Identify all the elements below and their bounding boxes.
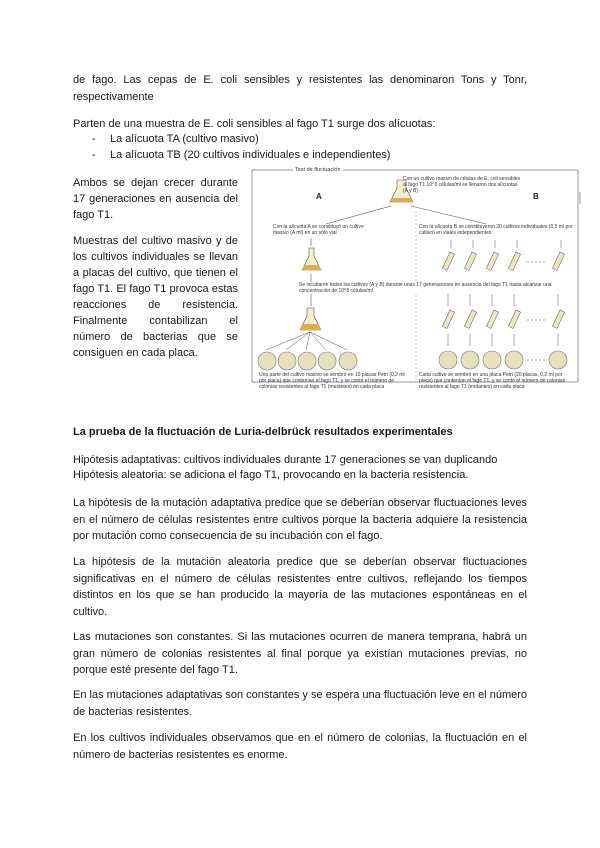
culture-tube — [464, 310, 476, 328]
figure-label-b: B — [533, 192, 539, 201]
petri-plate — [461, 351, 479, 369]
paragraph-17-generaciones: Ambos se dejan crecer durante 17 generaciones en ausencia del fago T1. — [73, 177, 238, 221]
arrow-to-a — [326, 206, 391, 224]
figure-right-caption: Con la alícuota B se constituyeron 20 cultivos individuales (0,5 ml por cultivo) en viales independientes — [419, 224, 573, 236]
figure-top-caption: Con un cultivo masivo de células de E. coli sensibles al fago T1 10^3 células/ml se llenaron dos alícuotas (A y B) — [403, 176, 521, 194]
culture-tube — [442, 252, 454, 270]
top-flask-liquid — [390, 198, 413, 202]
bullet-item-ta — [92, 131, 259, 147]
petri-plate — [339, 352, 357, 370]
culture-tube — [464, 252, 476, 270]
petri-plate — [549, 351, 567, 369]
fluctuation-diagram — [251, 166, 581, 383]
culture-tube — [552, 310, 564, 328]
bullet-dash: - — [92, 133, 96, 145]
petri-plate — [278, 352, 296, 370]
culture-tube — [442, 310, 454, 328]
paragraph-fago-cepas: de fago. Las cepas de E. coli sensibles y resistentes las denominaron Tons y Tonr, respectivamente — [73, 74, 527, 103]
right-plates — [439, 351, 567, 369]
paragraph-alicuotas-intro: Parten de una muestra de E. coli sensibles al fago T1 surge dos alícuotas: — [73, 118, 436, 130]
tubes-row-2 — [442, 294, 564, 346]
fluctuation-test-figure — [251, 166, 581, 390]
culture-tube — [486, 252, 498, 270]
figure-middle-caption: Se incubaron todos los cultivos (A y B) durante unas 17 generaciones en ausencia del fago T1 hasta alcanzar una concentración de 10^8 células/ml — [299, 282, 574, 294]
petri-plate — [483, 351, 501, 369]
petri-plate — [505, 351, 523, 369]
paragraph-mutaciones-adaptativas: En las mutaciones adaptativas son constantes y se espera una fluctuación leve en el número de bacterias resistentes. — [73, 689, 527, 718]
paragraph-mutacion-adaptativa: La hipótesis de la mutación adaptativa predice que se deberían observar fluctuaciones leves en el número de células resistentes entre cultivos porque la bacteria adquiere la resistencia por mutación como consecuencia de su incubación con el fago. — [73, 497, 527, 542]
petri-plate — [318, 352, 336, 370]
petri-plate — [298, 352, 316, 370]
figure-label-a: A — [316, 192, 322, 201]
paragraph-hipotesis-adaptativas: Hipótesis adaptativas: cultivos individuales durante 17 generaciones se van duplicando — [73, 454, 498, 466]
culture-tube — [508, 310, 520, 328]
figure-left-caption: Con la alícuota A se constituyó un cultivo masivo (A ml) en un sólo vial — [273, 224, 364, 236]
culture-tube — [552, 252, 564, 270]
arrow-to-b — [411, 206, 486, 224]
petri-plate — [258, 352, 276, 370]
paragraph-mutaciones-constantes: Las mutaciones son constantes. Si las mutaciones ocurren de manera temprana, habrá un gran número de colonias resistentes al final porque ya existían mutaciones previas, no porque esté presente del fago T1. — [73, 631, 527, 676]
paragraph-hipotesis-aleatoria: Hipótesis aleatoria: se adiciona el fago T1, provocando en la bacteria resistencia. — [73, 469, 469, 481]
paragraph-mutacion-aleatoria: La hipótesis de la mutación aleatoria predice que se deberían observar fluctuaciones significativas en el número de células resistentes entre cultivos, reflejando los tiempos distintos en los que se han producido la mayoría de las mutaciones espontáneas en el cultivo. — [73, 556, 527, 618]
figure-bottom-left-caption: Una parte del cultivo masivo se sembró en 10 placas Petri (0,2 ml por placa) que contenían el fago T1, y se contó el número de colonias resistentes al fago T1 (mutantes) en cada placa — [259, 372, 405, 390]
left-plates — [258, 352, 357, 370]
section-heading: La prueba de la fluctuación de Luria-delbrück resultados experimentales — [73, 426, 453, 438]
paragraph-cultivos-individuales: En los cultivos individuales observamos que en el número de colonias, la fluctuación en el número de bacterias resistentes es enorme. — [73, 732, 527, 761]
figure-frame — [252, 170, 578, 382]
figure-bottom-right-caption: Cada cultivo se sembró en una placa Petri (20 placas, 0,2 ml por placa) que contenían el fago T1, y se contó el número de colonias resistentes al fago T1 (mutantes) en cada placa — [419, 372, 566, 390]
petri-plate — [439, 351, 457, 369]
bullet-item-tb — [92, 147, 390, 163]
left-fan — [266, 332, 347, 350]
figure-title: Test de fluctuación — [295, 167, 341, 173]
culture-tube — [486, 310, 498, 328]
bullet-dash: - — [92, 149, 96, 161]
paragraph-muestras-cultivo: Muestras del cultivo masivo y de los cultivos individuales se llevan a placas del cultivo, que tienen el fago T1. El fago T1 provoca estas reacciones de resistencia. Finalmente contabilizan el número de bacterias que se consiguen en cada placa. — [73, 235, 238, 359]
bullet-text: La alícuota TA (cultivo masivo) — [110, 133, 259, 145]
culture-tube — [508, 252, 520, 270]
tubes-row-1 — [442, 240, 564, 270]
bullet-text: La alícuota TB (20 cultivos individuales e independientes) — [110, 149, 391, 161]
